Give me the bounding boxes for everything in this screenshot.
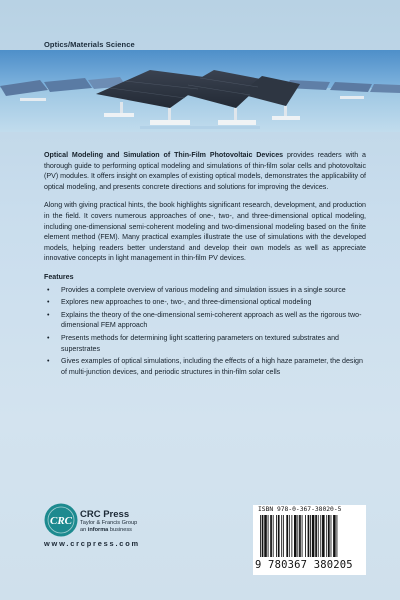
category-label: Optics/Materials Science — [44, 40, 135, 49]
body-paragraph: Along with giving practical hints, the book highlights significant research, development, and production in the field. It covers numerous approaches of one-, two-, and three-dimensional optical modeling, including one-dimensional semi-coherent modeling and two-dimensional modeling based on the finite element method (FEM). Many practical examples illustrate the use of simulations with the developed models, helping readers better understand and develop their own models as well as appreciate innovative concepts in light management in thin-film PV devices. — [44, 201, 366, 263]
isbn-barcode-box — [253, 505, 366, 575]
feature-item: • Presents methods for determining light scattering parameters on textured substrates and superstrates — [44, 333, 366, 354]
features-list — [44, 285, 366, 378]
feature-item: • Provides a complete overview of various modeling and simulation issues in a single source — [44, 285, 366, 296]
barcode-number: 9 780367 380205 — [255, 559, 353, 571]
feature-item: • Explores new approaches to one-, two-, and three-dimensional optical modeling — [44, 297, 366, 308]
publisher-tagline: an informa business — [80, 527, 132, 533]
barcode — [258, 515, 362, 559]
publisher-name: CRC Press — [80, 509, 130, 520]
intro-paragraph — [44, 150, 366, 192]
publisher-group: Taylor & Francis Group — [80, 520, 138, 526]
crc-logo — [44, 503, 78, 537]
intro-text: provides readers with a thorough guide to performing optical modeling and simulations of thin-film solar cells and photovoltaic (PV) modules. It offers insight on examples of existing optical models, demonstrates the applicability of optical modeling, and presents concrete directions and solutions for improving the devices. — [44, 151, 366, 191]
solar-panels-photo — [0, 50, 400, 132]
feature-item: • Explains the theory of the one-dimensional semi-coherent approach as well as the rigorous two-dimensional FEM approach — [44, 310, 366, 331]
features-heading: Features — [44, 272, 74, 281]
description — [44, 150, 366, 379]
publisher-info — [80, 509, 137, 534]
isbn-label: ISBN 978-0-367-38020-5 — [258, 506, 342, 513]
feature-item: • Gives examples of optical simulations, including the effects of a high haze parameter, the design of multi-junction devices, and periodic structures in thin-film solar cells — [44, 356, 366, 377]
logo-text: CRC — [49, 515, 73, 527]
publisher-website: www.crcpress.com — [44, 539, 140, 548]
book-title: Optical Modeling and Simulation of Thin-Film Photovoltaic Devices — [44, 151, 284, 159]
